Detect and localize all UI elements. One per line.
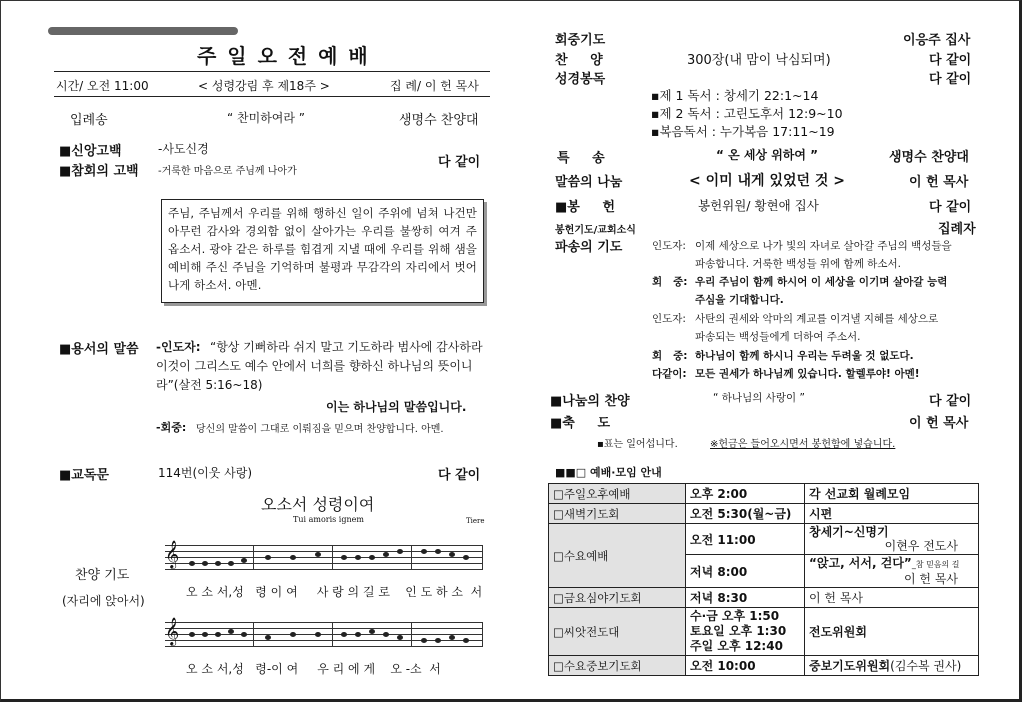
schedule-detail-leader: 이 헌 목사 [904, 572, 958, 586]
schedule-detail-sub: _참 믿음의 길 [911, 560, 960, 569]
music-staff-1 [165, 540, 483, 569]
special-song-title: “ 온 세상 위하여 ” [716, 148, 819, 162]
service-title: 주 일 오 전 예 배 [197, 44, 370, 68]
schedule-detail-cell [805, 656, 979, 676]
presider: 집 례/ 이 헌 목사 [390, 79, 479, 93]
benediction-label: ■축 도 [550, 416, 611, 431]
benediction-pastor: 이 헌 목사 [909, 416, 969, 431]
song-prayer-sublabel: (자리에 앉아서) [62, 594, 145, 608]
sharing-song-label: ■나눔의 찬양 [550, 394, 630, 409]
schedule-name: □금요심야기도회 [549, 588, 686, 608]
schedule-time: 수·금 오후 1:50 [690, 609, 780, 623]
creed-label: ■신앙고백 [59, 144, 122, 159]
schedule-name: □새벽기도회 [549, 504, 686, 524]
song-lyrics-line-1: 오 소 서,성 령 이 여 사 랑 의 길 로 인 도 하 소 서 [186, 585, 483, 599]
song-lyrics-line-2: 오 소 서,성 령-이 여 우 리 에 게 오 -소 서 [186, 662, 441, 676]
song-composer: Tiere [466, 517, 485, 525]
sending-text-6: 파송되는 백성들에게 더하여 주소서. [695, 331, 861, 343]
sending-who-5: 인도자: [652, 313, 686, 325]
special-song-label: 특 송 [557, 151, 605, 166]
music-staff-2 [165, 617, 483, 646]
treble-clef-icon: 𝄞 [165, 617, 180, 645]
song-subtitle: Tui amoris ignem [293, 515, 364, 524]
sending-text-7: 하나님이 함께 하시니 우리는 두려울 것 없도다. [695, 350, 914, 362]
confession-all: 다 같이 [438, 155, 481, 170]
schedule-time: 저녁 8:00 [686, 555, 805, 588]
offering-prayer-news-leader: 집례자 [938, 222, 976, 237]
sermon-label: 말씀의 나눔 [555, 175, 623, 190]
table-row [549, 504, 979, 524]
schedule-detail: 중보기도위원회 [809, 659, 891, 673]
table-row [549, 608, 979, 656]
sending-who-3: 회 중: [652, 276, 688, 288]
responsive-text: 114번(이웃 사랑) [158, 466, 253, 480]
info-divider [54, 96, 490, 97]
schedule-detail-leader: 이현우 전도사 [884, 539, 958, 553]
table-row [549, 656, 979, 676]
schedule-time-2: 토요일 오후 1:30 [690, 624, 787, 638]
schedule-detail: 이 헌 목사 [805, 588, 979, 608]
schedule-time-cell [686, 608, 805, 656]
schedule-name: □주일오후예배 [549, 484, 686, 504]
congregational-prayer-leader: 이응주 집사 [903, 33, 971, 48]
offering-label: ■봉 헌 [555, 200, 616, 215]
sharing-song-all: 다 같이 [929, 394, 972, 409]
offering-assignee: 봉헌위원/ 황현애 집사 [698, 198, 819, 213]
schedule-time: 저녁 8:30 [686, 588, 805, 608]
standing-note: ▪표는 일어섭니다. [597, 439, 678, 450]
offering-all: 다 같이 [929, 200, 972, 215]
responsive-all: 다 같이 [438, 468, 481, 483]
creed-text: -사도신경 [158, 142, 209, 156]
sending-text-8: 모든 권세가 하나님께 있습니다. 할렐루야! 아멘! [695, 368, 920, 380]
song-title: 오소서 성령이여 [261, 495, 375, 514]
schedule-name: □수요중보기도회 [549, 656, 686, 676]
scripture-label: 성경봉독 [555, 72, 606, 87]
absolution-closing: 이는 하나님의 말씀입니다. [326, 400, 467, 414]
header-bar [48, 27, 238, 35]
sending-who-7: 회 중: [652, 350, 688, 362]
schedule-time: 오전 10:00 [686, 656, 805, 676]
schedule-time: 오전 5:30(월~금) [686, 504, 805, 524]
table-row [549, 484, 979, 504]
sending-text-5: 사탄의 권세와 악마의 계교를 이겨낼 지혜를 세상으로 [695, 313, 939, 325]
schedule-detail-sub: (김수복 권사) [890, 659, 962, 673]
service-time: 시간/ 오전 11:00 [56, 79, 149, 93]
table-row [549, 588, 979, 608]
confession-text: -거룩한 마음으로 주님께 나아가 [158, 166, 297, 177]
liturgical-season: < 성령강림 후 제18주 > [198, 79, 330, 93]
sending-who-8: 다같이: [652, 368, 687, 380]
schedule-table [548, 483, 979, 676]
confession-prayer-box: 주님, 주님께서 우리를 위해 행하신 일이 주위에 넘쳐 나건만 아무런 감사와 경외함 없이 살아가는 우리를 불쌍히 여겨 주옵소서. 광야 같은 하루를 힘겹게 지낼 때에 우리를 위해 샘을 예비해 주신 주님을 기억하며 불평과 무감각의 자리에서 벗어나게 하소서. 아멘. [161, 199, 484, 303]
absolution-people-label: -회중: [156, 421, 187, 434]
offering-prayer-news-label: 봉헌기도/교회소식 [555, 225, 636, 236]
song-prayer-label: 찬양 기도 [75, 568, 130, 583]
absolution-people-text: 당신의 말씀이 그대로 이뤄짐을 믿으며 찬양합니다. 아멘. [196, 424, 444, 435]
reading-1: ▪제 1 독서 : 창세기 22:1~14 [651, 88, 819, 103]
schedule-time: 오전 11:00 [686, 524, 805, 555]
schedule-time: 오후 2:00 [686, 484, 805, 504]
schedule-detail: 전도위원회 [805, 608, 979, 656]
offering-note: ※헌금은 들어오시면서 봉헌함에 넣습니다. [710, 439, 896, 450]
hymn-all: 다 같이 [929, 53, 972, 68]
schedule-detail: “앉고, 서서, 걷다” [809, 556, 912, 570]
sermon-preacher: 이 헌 목사 [909, 175, 969, 190]
congregational-prayer-label: 회중기도 [555, 33, 606, 48]
sending-text-3: 우리 주님이 함께 하시어 이 세상을 이기며 살아갈 능력 [695, 276, 948, 288]
absolution-label: ■용서의 말씀 [59, 342, 139, 357]
schedule-time-3: 주일 오후 12:40 [690, 639, 783, 653]
sending-text-1: 이제 세상으로 나가 빛의 자녀로 살아갈 주님의 백성들을 [695, 240, 952, 252]
treble-clef-icon: 𝄞 [165, 540, 180, 568]
hymn-title: 300장(내 맘이 낙심되며) [687, 53, 831, 68]
sending-text-2: 파송합니다. 거룩한 백성들 위에 함께 하소서. [695, 258, 901, 270]
confession-label: ■참회의 고백 [59, 164, 139, 179]
sending-text-4: 주심을 기대합니다. [695, 294, 784, 306]
processional-performer: 생명수 찬양대 [399, 113, 479, 128]
schedule-title: ■■□ 예배·모임 안내 [555, 466, 662, 479]
sending-prayer-label: 파송의 기도 [555, 240, 623, 255]
schedule-detail-cell [805, 524, 979, 555]
processional-label: 입례송 [70, 113, 108, 128]
reading-2: ▪제 2 독서 : 고린도후서 12:9~10 [651, 106, 843, 121]
special-song-performer: 생명수 찬양대 [889, 150, 969, 165]
schedule-detail: 각 선교회 월례모임 [805, 484, 979, 504]
sharing-song-title: “ 하나님의 사랑이 ” [713, 392, 805, 404]
sending-who-1: 인도자: [652, 240, 686, 252]
reading-3: ▪복음독서 : 누가복음 17:11~19 [651, 124, 835, 139]
schedule-detail: 창세기~신명기 [809, 525, 889, 539]
schedule-detail: 시편 [805, 504, 979, 524]
absolution-leader-text: “항상 기뻐하라 쉬지 말고 기도하라 범사에 감사하라 이것이 그리스도 예수 안에서 너희를 향하신 하나님의 뜻이니라”(살전 5:16~18) [156, 340, 483, 392]
sermon-title: < 이미 내게 있었던 것 > [689, 173, 846, 189]
absolution-leader-label: -인도자: [156, 340, 201, 354]
processional-song: “ 찬미하여라 ” [227, 111, 306, 125]
title-divider [54, 71, 490, 72]
responsive-label: ■교독문 [59, 468, 109, 483]
scripture-all: 다 같이 [929, 72, 972, 87]
table-row [549, 524, 979, 555]
hymn-label: 찬 양 [555, 53, 603, 68]
schedule-name: □씨앗전도대 [549, 608, 686, 656]
schedule-name: □수요예배 [549, 524, 686, 588]
schedule-detail-cell [805, 555, 979, 588]
